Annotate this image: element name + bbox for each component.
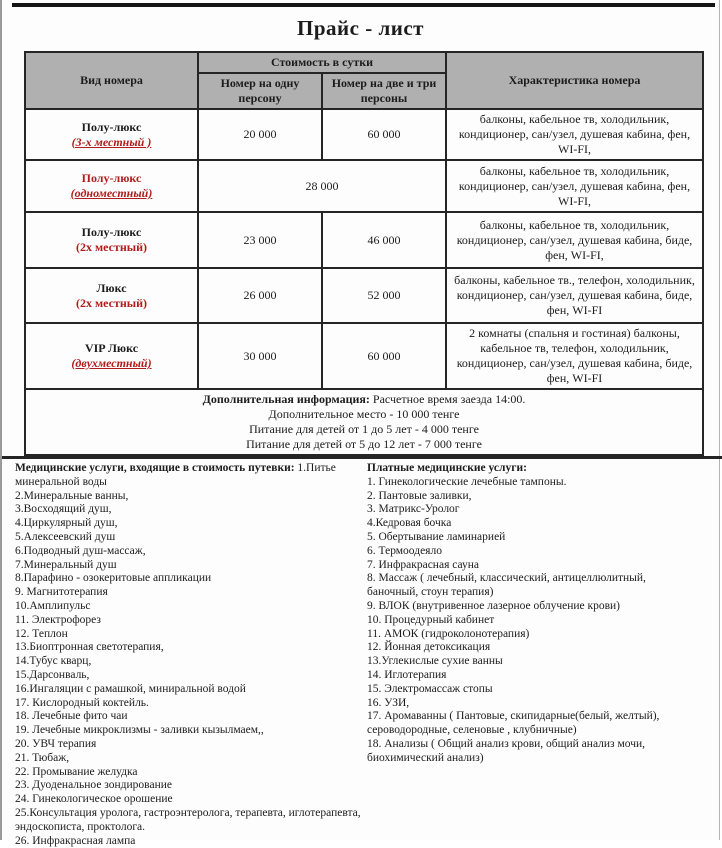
- room-name: VIP Люкс: [84, 341, 139, 355]
- room-occupancy: (2х местный): [75, 295, 148, 310]
- price-merged: 28 000: [198, 160, 446, 212]
- list-item: 10. Процедурный кабинет: [367, 613, 495, 626]
- list-item: 8. Массаж ( лечебный, классический, антицеллюлитный, баночный, стоун терапия): [367, 572, 646, 599]
- room-occupancy: (2х местный): [75, 240, 148, 254]
- list-item: 15.Дарсонваль,: [15, 668, 90, 681]
- list-item: 15. Электромассаж стопы: [367, 682, 493, 695]
- additional-info-line: Питание для детей от 1 до 5 лет - 4 000 тенге: [249, 422, 479, 436]
- list-item: 12. Теплон: [15, 627, 68, 640]
- list-item: 25.Консультация уролога, гастроэнтеролога, терапевта, иглотерапевта, эндоскописта, проктолога.: [15, 806, 361, 833]
- table-row-vip-lux: [25, 323, 703, 389]
- list-item: 22. Промывание желудка: [15, 765, 138, 778]
- medical-services-section: [2, 456, 722, 848]
- price-two-three-persons: 60 000: [322, 109, 446, 160]
- col-header-price-group: Стоимость в сутки: [198, 52, 446, 73]
- list-item: 11. АМОК (гидроколонотерапия): [367, 627, 530, 640]
- list-item: 6.Подводный душ-массаж,: [15, 544, 146, 557]
- list-item: 5. Обертывание ламинарией: [367, 530, 506, 543]
- price-one-person: 26 000: [198, 268, 322, 323]
- paid-services-column: [367, 462, 714, 848]
- list-item: 14.Тубус кварц,: [15, 655, 92, 668]
- included-services-list: [15, 490, 361, 848]
- list-item: 14. Иглотерапия: [367, 668, 447, 681]
- list-item: 16. УЗИ,: [367, 696, 410, 709]
- list-item: 23. Дуоденальное зондирование: [15, 779, 172, 792]
- page-title: Прайс - лист: [297, 16, 424, 40]
- price-two-three-persons: 46 000: [322, 212, 446, 268]
- table-row-lux-2: [25, 268, 703, 323]
- additional-info-checkin: Расчетное время заезда 14:00.: [369, 392, 526, 406]
- list-item: 19. Лечебные микроклизмы - заливки кызылмаем,,: [15, 724, 264, 737]
- room-type-cell: [25, 323, 198, 389]
- additional-info-cell: [25, 389, 703, 455]
- room-type-cell: [25, 160, 198, 212]
- col-header-characteristics: Характеристика номера: [446, 52, 703, 109]
- list-item: 13.Углекислые сухие ванны: [367, 655, 503, 668]
- paid-services-heading: Платные медицинские услуги:: [367, 462, 527, 474]
- list-item: 18. Анализы ( Общий анализ крови, общий анализ мочи, биохимический анализ): [367, 737, 646, 764]
- list-item: 21. Тюбаж,: [15, 751, 70, 764]
- list-item: 9. Магнитотерапия: [15, 586, 108, 599]
- table-row-polu-lux-3: [25, 109, 703, 160]
- room-type-cell: [25, 109, 198, 160]
- list-item: 20. УВЧ терапия: [15, 737, 97, 750]
- additional-info-line: [32, 392, 696, 407]
- room-name: Люкс: [96, 280, 127, 295]
- list-item: 5.Алексеевский душ: [15, 530, 116, 543]
- price-two-three-persons: 52 000: [322, 268, 446, 323]
- list-item: 17. Аромаванны ( Пантовые, скипидарные(белый, желтый), сероводородные, селеновые , клубничные): [367, 710, 660, 737]
- price-one-person: 23 000: [198, 212, 322, 268]
- list-item: 2.Минеральные ванны,: [15, 489, 129, 502]
- list-item: 6. Термоодеяло: [367, 544, 442, 557]
- additional-info-line: Дополнительное место - 10 000 тенге: [268, 407, 460, 421]
- list-item: 16.Ингаляции с рамашкой, миниральной водой: [15, 682, 246, 695]
- price-one-person: 30 000: [198, 323, 322, 389]
- room-characteristics: балконы, кабельное тв., телефон, холодильник, кондиционер, сан/узел, душевая кабина, биде, фен, WI-FI: [446, 268, 703, 323]
- list-item: 13.Биоптронная светотерапия,: [15, 641, 164, 654]
- list-item: 12. Йонная детоксикация: [367, 641, 491, 654]
- room-characteristics: балконы, кабельное тв, холодильник, кондиционер, сан/узел, душевая кабина, биде, фен, WI-FI,: [446, 212, 703, 268]
- list-item: 4.Циркулярный душ,: [15, 517, 118, 530]
- paid-services-list: [367, 476, 700, 766]
- col-header-price-one-person: Номер на одну персону: [198, 73, 322, 109]
- price-two-three-persons: 60 000: [322, 323, 446, 389]
- list-item: 10.Амплипульс: [15, 599, 91, 612]
- list-item: 24. Гинекологическое орошение: [15, 793, 173, 806]
- additional-info-line: Питание для детей от 5 до 12 лет - 7 000 тенге: [246, 437, 482, 451]
- included-services-heading: Медицинские услуги, входящие в стоимость путевки:: [15, 462, 295, 474]
- room-characteristics: балконы, кабельное тв, холодильник, кондиционер, сан/узел, душевая кабина, фен, WI-FI,: [446, 109, 703, 160]
- room-characteristics: 2 комнаты (спальня и гостиная) балконы, кабельное тв, телефон, холодильник, кондиционер, сан/узел, душевая кабина, биде, фен, WI-FI: [446, 323, 703, 389]
- table-row-polu-lux-single: [25, 160, 703, 212]
- table-row-additional-info: [25, 389, 703, 455]
- list-item: 18. Лечебные фито чаи: [15, 710, 128, 723]
- list-item: 11. Электрофорез: [15, 613, 101, 626]
- col-header-price-two-three-persons: Номер на две и три персоны: [322, 73, 446, 109]
- page-top-rule: [12, 3, 715, 7]
- additional-info-label: Дополнительная информация:: [202, 392, 370, 406]
- room-name: Полу-люкс: [81, 171, 142, 185]
- table-row-polu-lux-2: [25, 212, 703, 268]
- list-item: 7. Инфракрасная сауна: [367, 558, 480, 571]
- price-one-person: 20 000: [198, 109, 322, 160]
- room-characteristics: балконы, кабельное тв, холодильник, кондиционер, сан/узел, душевая кабина, фен, WI-FI,: [446, 160, 703, 212]
- list-item: 26. Инфракрасная лампа: [15, 834, 136, 847]
- room-type-cell: [25, 268, 198, 323]
- col-header-room-type: Вид номера: [25, 52, 198, 109]
- room-occupancy: (двухместный): [71, 356, 152, 370]
- list-item: 9. ВЛОК (внутривенное лазерное облучение крови): [367, 599, 621, 612]
- included-services-column: [15, 462, 367, 848]
- list-item: 17. Кислородный коктейль.: [15, 696, 149, 709]
- list-item: 4.Кедровая бочка: [367, 517, 452, 530]
- room-occupancy: (одноместный): [70, 186, 153, 200]
- list-item: 1. Гинекологические лечебные тампоны.: [367, 475, 567, 488]
- list-item: 2. Пантовые заливки,: [367, 489, 472, 502]
- list-item: 8.Парафино - озокеритовые аппликации: [15, 572, 212, 585]
- included-services-first-item: 1.Питье минеральной воды: [15, 462, 336, 488]
- room-type-cell: [25, 212, 198, 268]
- price-table: [24, 51, 704, 456]
- price-table-header: [25, 52, 703, 109]
- list-item: 3.Восходящий душ,: [15, 503, 112, 516]
- list-item: 3. Матрикс-Уролог: [367, 503, 460, 516]
- room-occupancy: (3-х местный ): [71, 134, 152, 149]
- room-name: Полу-люкс: [81, 225, 142, 239]
- room-name: Полу-люкс: [81, 119, 142, 134]
- list-item: 7.Минеральный душ: [15, 558, 117, 571]
